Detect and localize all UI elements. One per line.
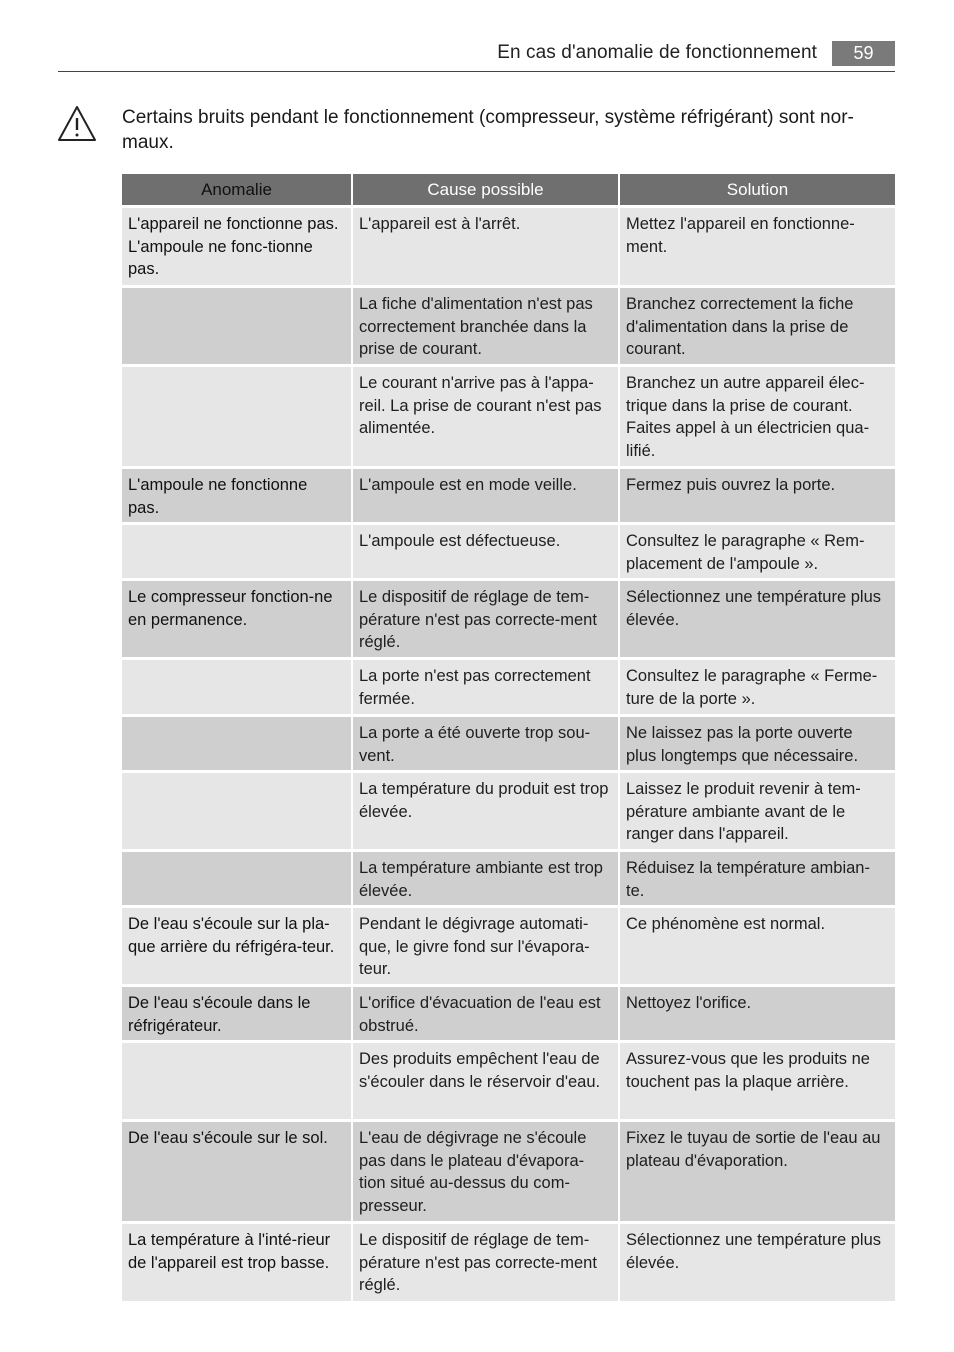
solution-cell: Fermez puis ouvrez la porte. [620,469,895,522]
table-row [122,1122,895,1221]
cause-cell: L'ampoule est défectueuse. [353,525,618,578]
anomaly-cell [122,773,351,849]
header-solution: Solution [620,174,895,205]
header-cause: Cause possible [353,174,618,205]
cause-cell: Des produits empêchent l'eau de s'écouler dans le réservoir d'eau. [353,1043,618,1119]
table-row [122,1043,895,1119]
table-row [122,469,895,522]
table-row [122,1224,895,1301]
cause-cell: Le courant n'arrive pas à l'appa-reil. La prise de courant n'est pas alimentée. [353,367,618,466]
anomaly-cell [122,660,351,714]
solution-cell: Sélectionnez une température plus élevée. [620,581,895,657]
anomaly-cell: De l'eau s'écoule sur la pla-que arrière du réfrigéra-teur. [122,908,351,984]
warning-text: Certains bruits pendant le fonctionnement (compresseur, système réfrigérant) sont nor-maux. [122,107,854,153]
cause-cell: La température du produit est trop élevée. [353,773,618,849]
anomaly-cell [122,367,351,466]
anomaly-cell: De l'eau s'écoule sur le sol. [122,1122,351,1221]
cause-cell: La fiche d'alimentation n'est pas correctement branchée dans la prise de courant. [353,288,618,364]
anomaly-cell: De l'eau s'écoule dans le réfrigérateur. [122,987,351,1040]
cause-cell: Le dispositif de réglage de tem-pérature n'est pas correcte-ment réglé. [353,581,618,657]
solution-cell: Réduisez la température ambian-te. [620,852,895,905]
table-row [122,525,895,578]
anomaly-cell: L'appareil ne fonctionne pas. L'ampoule ne fonc-tionne pas. [122,208,351,285]
header-anomaly: Anomalie [122,174,351,205]
troubleshooting-table [122,174,895,1304]
anomaly-cell [122,717,351,770]
cause-cell: Le dispositif de réglage de tem-pérature n'est pas correcte-ment réglé. [353,1224,618,1301]
solution-cell: Laissez le produit revenir à tem-pérature ambiante avant de le ranger dans l'appareil. [620,773,895,849]
table-row [122,660,895,714]
solution-cell: Consultez le paragraphe « Ferme-ture de la porte ». [620,660,895,714]
solution-cell: Assurez-vous que les produits ne touchent pas la plaque arrière. [620,1043,895,1119]
solution-cell: Branchez un autre appareil élec-trique dans la prise de courant. Faites appel à un électricien qua-lifié. [620,367,895,466]
solution-cell: Consultez le paragraphe « Rem-placement de l'ampoule ». [620,525,895,578]
table-row [122,773,895,849]
cause-cell: La porte a été ouverte trop sou-vent. [353,717,618,770]
cause-cell: La température ambiante est trop élevée. [353,852,618,905]
cause-cell: L'appareil est à l'arrêt. [353,208,618,285]
solution-cell: Ce phénomène est normal. [620,908,895,984]
table-row [122,208,895,285]
anomaly-cell: L'ampoule ne fonctionne pas. [122,469,351,522]
solution-cell: Ne laissez pas la porte ouverte plus longtemps que nécessaire. [620,717,895,770]
table-row [122,367,895,466]
solution-cell: Fixez le tuyau de sortie de l'eau au plateau d'évaporation. [620,1122,895,1221]
cause-cell: La porte n'est pas correctement fermée. [353,660,618,714]
table-row [122,908,895,984]
anomaly-cell: Le compresseur fonction-ne en permanence. [122,581,351,657]
cause-cell: L'ampoule est en mode veille. [353,469,618,522]
table-header-row [122,174,895,205]
section-title: En cas d'anomalie de fonctionnement [497,42,817,63]
anomaly-cell [122,1043,351,1119]
table-row [122,987,895,1040]
warning-triangle-icon [57,105,97,143]
solution-cell: Nettoyez l'orifice. [620,987,895,1040]
table-row [122,717,895,770]
cause-cell: Pendant le dégivrage automati-que, le givre fond sur l'évapora-teur. [353,908,618,984]
anomaly-cell [122,852,351,905]
table-row [122,852,895,905]
cause-cell: L'eau de dégivrage ne s'écoule pas dans le plateau d'évapora-tion situé au-dessus du com-presseur. [353,1122,618,1221]
page-header [58,40,895,72]
solution-cell: Mettez l'appareil en fonctionne-ment. [620,208,895,285]
anomaly-cell [122,288,351,364]
anomaly-cell [122,525,351,578]
table-row [122,288,895,364]
solution-cell: Sélectionnez une température plus élevée. [620,1224,895,1301]
table-row [122,581,895,657]
anomaly-cell: La température à l'inté-rieur de l'appareil est trop basse. [122,1224,351,1301]
page-number: 59 [832,41,895,66]
solution-cell: Branchez correctement la fiche d'alimentation dans la prise de courant. [620,288,895,364]
cause-cell: L'orifice d'évacuation de l'eau est obstrué. [353,987,618,1040]
